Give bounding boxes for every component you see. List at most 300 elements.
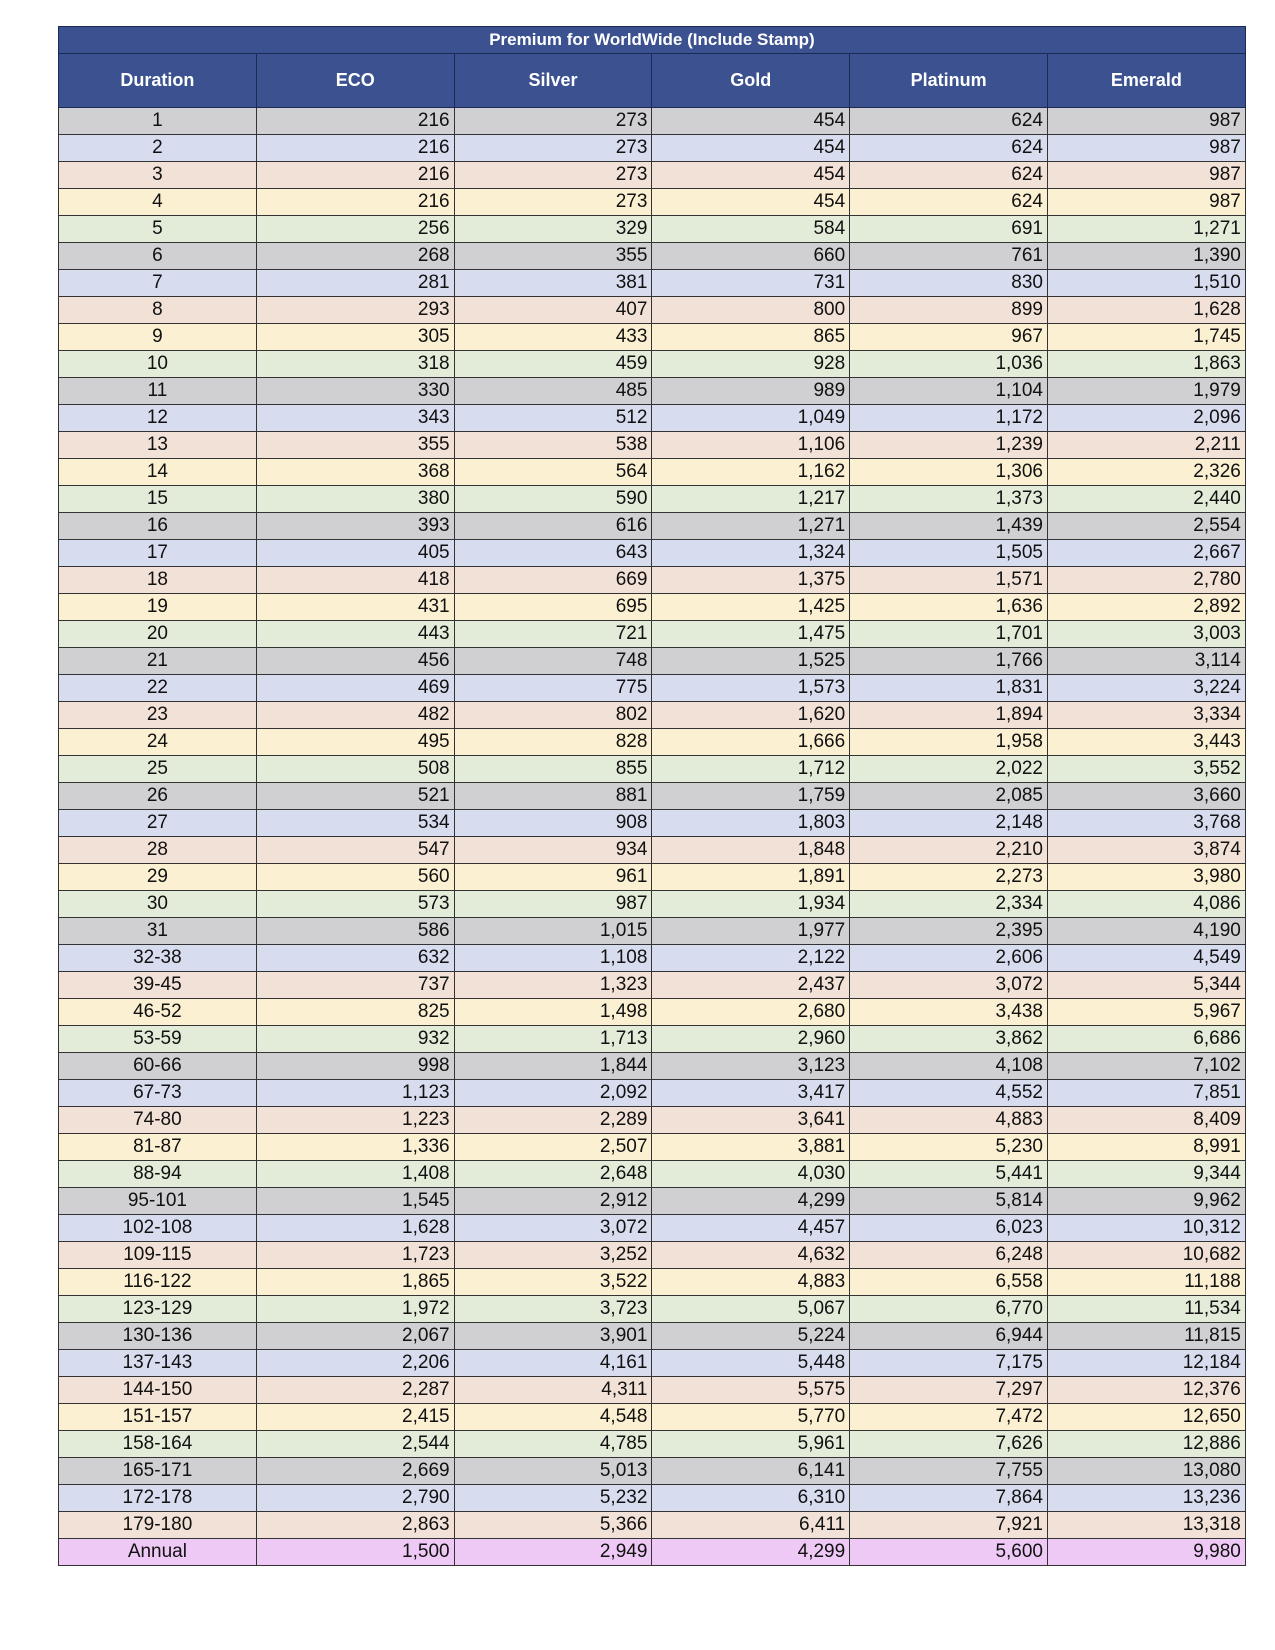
cell-duration: 29: [59, 864, 257, 891]
cell-silver: 273: [454, 189, 652, 216]
cell-gold: 2,122: [652, 945, 850, 972]
table-row: [59, 810, 1246, 837]
cell-gold: 2,960: [652, 1026, 850, 1053]
cell-duration: Annual: [59, 1539, 257, 1566]
cell-platinum: 4,108: [850, 1053, 1048, 1080]
cell-emerald: 3,334: [1047, 702, 1245, 729]
cell-gold: 1,162: [652, 459, 850, 486]
cell-emerald: 3,443: [1047, 729, 1245, 756]
cell-eco: 2,669: [256, 1458, 454, 1485]
cell-platinum: 624: [850, 162, 1048, 189]
cell-platinum: 624: [850, 135, 1048, 162]
cell-duration: 123-129: [59, 1296, 257, 1323]
cell-duration: 15: [59, 486, 257, 513]
cell-gold: 660: [652, 243, 850, 270]
cell-duration: 3: [59, 162, 257, 189]
cell-duration: 9: [59, 324, 257, 351]
table-row: [59, 1026, 1246, 1053]
cell-duration: 102-108: [59, 1215, 257, 1242]
cell-platinum: 1,701: [850, 621, 1048, 648]
cell-eco: 560: [256, 864, 454, 891]
cell-eco: 456: [256, 648, 454, 675]
cell-gold: 1,475: [652, 621, 850, 648]
cell-silver: 273: [454, 135, 652, 162]
table-row: [59, 1458, 1246, 1485]
cell-platinum: 2,022: [850, 756, 1048, 783]
cell-eco: 318: [256, 351, 454, 378]
cell-duration: 81-87: [59, 1134, 257, 1161]
cell-duration: 22: [59, 675, 257, 702]
cell-eco: 431: [256, 594, 454, 621]
cell-platinum: 7,864: [850, 1485, 1048, 1512]
cell-eco: 825: [256, 999, 454, 1026]
cell-gold: 989: [652, 378, 850, 405]
cell-duration: 16: [59, 513, 257, 540]
cell-emerald: 3,660: [1047, 783, 1245, 810]
cell-eco: 216: [256, 189, 454, 216]
cell-emerald: 3,552: [1047, 756, 1245, 783]
cell-eco: 405: [256, 540, 454, 567]
table-row: [59, 1269, 1246, 1296]
cell-gold: 1,106: [652, 432, 850, 459]
cell-platinum: 624: [850, 108, 1048, 135]
cell-duration: 172-178: [59, 1485, 257, 1512]
cell-emerald: 2,211: [1047, 432, 1245, 459]
cell-duration: 11: [59, 378, 257, 405]
cell-eco: 508: [256, 756, 454, 783]
cell-silver: 669: [454, 567, 652, 594]
table-row: [59, 1215, 1246, 1242]
cell-duration: 23: [59, 702, 257, 729]
cell-gold: 1,759: [652, 783, 850, 810]
cell-platinum: 1,373: [850, 486, 1048, 513]
cell-silver: 881: [454, 783, 652, 810]
cell-gold: 3,417: [652, 1080, 850, 1107]
cell-gold: 4,457: [652, 1215, 850, 1242]
table-title: Premium for WorldWide (Include Stamp): [59, 27, 1246, 54]
cell-eco: 1,408: [256, 1161, 454, 1188]
cell-eco: 1,123: [256, 1080, 454, 1107]
table-row: [59, 216, 1246, 243]
cell-platinum: 3,072: [850, 972, 1048, 999]
cell-gold: 4,299: [652, 1539, 850, 1566]
cell-duration: 26: [59, 783, 257, 810]
table-row: [59, 432, 1246, 459]
cell-silver: 2,949: [454, 1539, 652, 1566]
table-row: [59, 567, 1246, 594]
cell-silver: 908: [454, 810, 652, 837]
cell-eco: 216: [256, 135, 454, 162]
cell-platinum: 2,395: [850, 918, 1048, 945]
cell-silver: 643: [454, 540, 652, 567]
cell-eco: 2,544: [256, 1431, 454, 1458]
table-row: [59, 648, 1246, 675]
cell-duration: 21: [59, 648, 257, 675]
cell-silver: 564: [454, 459, 652, 486]
cell-platinum: 6,770: [850, 1296, 1048, 1323]
cell-platinum: 1,505: [850, 540, 1048, 567]
cell-duration: 158-164: [59, 1431, 257, 1458]
table-row: [59, 945, 1246, 972]
cell-gold: 1,324: [652, 540, 850, 567]
premium-sheet: [58, 26, 1245, 1566]
cell-platinum: 830: [850, 270, 1048, 297]
table-row: [59, 891, 1246, 918]
table-row: [59, 1188, 1246, 1215]
header-silver: Silver: [454, 54, 652, 108]
cell-eco: 1,223: [256, 1107, 454, 1134]
cell-gold: 1,049: [652, 405, 850, 432]
cell-emerald: 11,188: [1047, 1269, 1245, 1296]
cell-eco: 737: [256, 972, 454, 999]
cell-platinum: 967: [850, 324, 1048, 351]
cell-platinum: 1,104: [850, 378, 1048, 405]
table-row: [59, 783, 1246, 810]
cell-emerald: 4,190: [1047, 918, 1245, 945]
cell-gold: 3,881: [652, 1134, 850, 1161]
table-row: [59, 972, 1246, 999]
table-row: [59, 135, 1246, 162]
cell-emerald: 13,318: [1047, 1512, 1245, 1539]
cell-platinum: 1,766: [850, 648, 1048, 675]
table-row: [59, 1107, 1246, 1134]
cell-gold: 4,632: [652, 1242, 850, 1269]
cell-emerald: 4,549: [1047, 945, 1245, 972]
cell-silver: 3,522: [454, 1269, 652, 1296]
cell-silver: 616: [454, 513, 652, 540]
cell-platinum: 7,175: [850, 1350, 1048, 1377]
cell-emerald: 10,682: [1047, 1242, 1245, 1269]
cell-eco: 1,628: [256, 1215, 454, 1242]
cell-platinum: 7,755: [850, 1458, 1048, 1485]
cell-platinum: 1,439: [850, 513, 1048, 540]
cell-emerald: 2,780: [1047, 567, 1245, 594]
cell-duration: 165-171: [59, 1458, 257, 1485]
cell-gold: 1,977: [652, 918, 850, 945]
cell-eco: 521: [256, 783, 454, 810]
table-row: [59, 918, 1246, 945]
cell-silver: 512: [454, 405, 652, 432]
table-row: [59, 243, 1246, 270]
cell-gold: 5,770: [652, 1404, 850, 1431]
cell-eco: 998: [256, 1053, 454, 1080]
cell-platinum: 2,210: [850, 837, 1048, 864]
cell-emerald: 987: [1047, 135, 1245, 162]
table-row: [59, 999, 1246, 1026]
cell-silver: 590: [454, 486, 652, 513]
table-row: [59, 486, 1246, 513]
cell-duration: 14: [59, 459, 257, 486]
cell-silver: 407: [454, 297, 652, 324]
cell-emerald: 13,080: [1047, 1458, 1245, 1485]
cell-gold: 5,224: [652, 1323, 850, 1350]
table-row: [59, 324, 1246, 351]
cell-eco: 268: [256, 243, 454, 270]
cell-platinum: 1,239: [850, 432, 1048, 459]
header-gold: Gold: [652, 54, 850, 108]
table-row: [59, 1134, 1246, 1161]
table-row: [59, 108, 1246, 135]
cell-platinum: 1,636: [850, 594, 1048, 621]
cell-emerald: 4,086: [1047, 891, 1245, 918]
cell-eco: 2,790: [256, 1485, 454, 1512]
cell-duration: 6: [59, 243, 257, 270]
cell-silver: 1,108: [454, 945, 652, 972]
cell-platinum: 1,831: [850, 675, 1048, 702]
cell-platinum: 7,297: [850, 1377, 1048, 1404]
cell-duration: 30: [59, 891, 257, 918]
cell-gold: 1,891: [652, 864, 850, 891]
cell-gold: 1,573: [652, 675, 850, 702]
cell-eco: 2,863: [256, 1512, 454, 1539]
cell-gold: 454: [652, 189, 850, 216]
table-row: [59, 189, 1246, 216]
cell-silver: 855: [454, 756, 652, 783]
table-row: [59, 1080, 1246, 1107]
cell-duration: 95-101: [59, 1188, 257, 1215]
cell-silver: 4,548: [454, 1404, 652, 1431]
cell-emerald: 2,892: [1047, 594, 1245, 621]
cell-gold: 1,217: [652, 486, 850, 513]
cell-eco: 573: [256, 891, 454, 918]
cell-silver: 2,289: [454, 1107, 652, 1134]
table-row: [59, 594, 1246, 621]
cell-duration: 2: [59, 135, 257, 162]
cell-platinum: 3,862: [850, 1026, 1048, 1053]
cell-platinum: 6,023: [850, 1215, 1048, 1242]
cell-duration: 13: [59, 432, 257, 459]
table-row: [59, 1431, 1246, 1458]
cell-eco: 393: [256, 513, 454, 540]
cell-emerald: 12,886: [1047, 1431, 1245, 1458]
cell-emerald: 9,344: [1047, 1161, 1245, 1188]
cell-gold: 5,575: [652, 1377, 850, 1404]
annual-row: [59, 1539, 1246, 1566]
cell-duration: 74-80: [59, 1107, 257, 1134]
cell-silver: 459: [454, 351, 652, 378]
table-row: [59, 1323, 1246, 1350]
cell-eco: 418: [256, 567, 454, 594]
cell-gold: 1,803: [652, 810, 850, 837]
cell-silver: 273: [454, 108, 652, 135]
cell-gold: 584: [652, 216, 850, 243]
table-row: [59, 405, 1246, 432]
cell-silver: 828: [454, 729, 652, 756]
cell-emerald: 3,224: [1047, 675, 1245, 702]
header-eco: ECO: [256, 54, 454, 108]
title-row: [59, 27, 1246, 54]
cell-emerald: 1,510: [1047, 270, 1245, 297]
cell-silver: 4,785: [454, 1431, 652, 1458]
cell-silver: 987: [454, 891, 652, 918]
cell-duration: 88-94: [59, 1161, 257, 1188]
cell-emerald: 5,344: [1047, 972, 1245, 999]
cell-gold: 4,299: [652, 1188, 850, 1215]
cell-emerald: 7,851: [1047, 1080, 1245, 1107]
cell-gold: 1,848: [652, 837, 850, 864]
cell-platinum: 1,894: [850, 702, 1048, 729]
table-row: [59, 1404, 1246, 1431]
cell-duration: 130-136: [59, 1323, 257, 1350]
cell-duration: 8: [59, 297, 257, 324]
cell-silver: 1,844: [454, 1053, 652, 1080]
table-row: [59, 702, 1246, 729]
cell-emerald: 3,114: [1047, 648, 1245, 675]
cell-gold: 1,934: [652, 891, 850, 918]
cell-silver: 433: [454, 324, 652, 351]
table-row: [59, 1512, 1246, 1539]
table-row: [59, 297, 1246, 324]
cell-emerald: 3,980: [1047, 864, 1245, 891]
table-row: [59, 162, 1246, 189]
table-row: [59, 513, 1246, 540]
cell-platinum: 1,036: [850, 351, 1048, 378]
cell-silver: 3,723: [454, 1296, 652, 1323]
header-duration: Duration: [59, 54, 257, 108]
cell-emerald: 9,962: [1047, 1188, 1245, 1215]
table-row: [59, 351, 1246, 378]
cell-gold: 2,680: [652, 999, 850, 1026]
cell-gold: 5,961: [652, 1431, 850, 1458]
cell-silver: 3,252: [454, 1242, 652, 1269]
header-row: [59, 54, 1246, 108]
cell-silver: 1,498: [454, 999, 652, 1026]
cell-eco: 586: [256, 918, 454, 945]
cell-duration: 109-115: [59, 1242, 257, 1269]
cell-duration: 179-180: [59, 1512, 257, 1539]
cell-gold: 1,271: [652, 513, 850, 540]
cell-gold: 1,375: [652, 567, 850, 594]
cell-platinum: 6,558: [850, 1269, 1048, 1296]
cell-duration: 39-45: [59, 972, 257, 999]
cell-silver: 961: [454, 864, 652, 891]
cell-duration: 46-52: [59, 999, 257, 1026]
cell-eco: 355: [256, 432, 454, 459]
table-row: [59, 675, 1246, 702]
cell-platinum: 6,944: [850, 1323, 1048, 1350]
cell-silver: 934: [454, 837, 652, 864]
cell-gold: 1,620: [652, 702, 850, 729]
cell-platinum: 2,606: [850, 945, 1048, 972]
table-row: [59, 1161, 1246, 1188]
table-row: [59, 270, 1246, 297]
cell-emerald: 1,745: [1047, 324, 1245, 351]
cell-eco: 547: [256, 837, 454, 864]
cell-eco: 343: [256, 405, 454, 432]
cell-silver: 5,232: [454, 1485, 652, 1512]
cell-emerald: 2,096: [1047, 405, 1245, 432]
table-row: [59, 540, 1246, 567]
cell-silver: 3,901: [454, 1323, 652, 1350]
cell-duration: 7: [59, 270, 257, 297]
cell-eco: 216: [256, 162, 454, 189]
cell-emerald: 8,409: [1047, 1107, 1245, 1134]
cell-gold: 5,067: [652, 1296, 850, 1323]
cell-duration: 31: [59, 918, 257, 945]
cell-eco: 1,500: [256, 1539, 454, 1566]
table-row: [59, 756, 1246, 783]
cell-emerald: 987: [1047, 162, 1245, 189]
cell-eco: 1,865: [256, 1269, 454, 1296]
table-body: [59, 108, 1246, 1566]
cell-silver: 485: [454, 378, 652, 405]
cell-silver: 2,648: [454, 1161, 652, 1188]
cell-eco: 469: [256, 675, 454, 702]
cell-emerald: 7,102: [1047, 1053, 1245, 1080]
cell-gold: 4,030: [652, 1161, 850, 1188]
cell-eco: 293: [256, 297, 454, 324]
cell-duration: 137-143: [59, 1350, 257, 1377]
cell-platinum: 4,552: [850, 1080, 1048, 1107]
cell-emerald: 6,686: [1047, 1026, 1245, 1053]
cell-duration: 28: [59, 837, 257, 864]
cell-platinum: 5,600: [850, 1539, 1048, 1566]
cell-emerald: 12,650: [1047, 1404, 1245, 1431]
cell-emerald: 9,980: [1047, 1539, 1245, 1566]
cell-platinum: 4,883: [850, 1107, 1048, 1134]
cell-emerald: 8,991: [1047, 1134, 1245, 1161]
table-row: [59, 864, 1246, 891]
cell-gold: 2,437: [652, 972, 850, 999]
cell-gold: 800: [652, 297, 850, 324]
cell-platinum: 761: [850, 243, 1048, 270]
header-platinum: Platinum: [850, 54, 1048, 108]
cell-eco: 1,972: [256, 1296, 454, 1323]
cell-duration: 25: [59, 756, 257, 783]
cell-platinum: 7,626: [850, 1431, 1048, 1458]
cell-platinum: 2,273: [850, 864, 1048, 891]
cell-silver: 775: [454, 675, 652, 702]
cell-duration: 67-73: [59, 1080, 257, 1107]
cell-platinum: 2,148: [850, 810, 1048, 837]
cell-gold: 3,123: [652, 1053, 850, 1080]
cell-platinum: 691: [850, 216, 1048, 243]
cell-silver: 721: [454, 621, 652, 648]
cell-duration: 12: [59, 405, 257, 432]
cell-emerald: 3,874: [1047, 837, 1245, 864]
cell-platinum: 5,814: [850, 1188, 1048, 1215]
table-row: [59, 1350, 1246, 1377]
cell-gold: 6,310: [652, 1485, 850, 1512]
cell-duration: 19: [59, 594, 257, 621]
premium-table: [58, 26, 1246, 1566]
cell-silver: 2,092: [454, 1080, 652, 1107]
cell-emerald: 2,667: [1047, 540, 1245, 567]
cell-duration: 53-59: [59, 1026, 257, 1053]
table-row: [59, 1053, 1246, 1080]
cell-eco: 2,287: [256, 1377, 454, 1404]
cell-gold: 4,883: [652, 1269, 850, 1296]
cell-silver: 3,072: [454, 1215, 652, 1242]
cell-gold: 454: [652, 108, 850, 135]
cell-gold: 1,525: [652, 648, 850, 675]
table-row: [59, 1377, 1246, 1404]
cell-duration: 60-66: [59, 1053, 257, 1080]
cell-eco: 368: [256, 459, 454, 486]
cell-silver: 5,013: [454, 1458, 652, 1485]
cell-silver: 802: [454, 702, 652, 729]
cell-platinum: 1,172: [850, 405, 1048, 432]
cell-duration: 17: [59, 540, 257, 567]
cell-emerald: 10,312: [1047, 1215, 1245, 1242]
cell-emerald: 12,376: [1047, 1377, 1245, 1404]
cell-gold: 3,641: [652, 1107, 850, 1134]
cell-silver: 1,015: [454, 918, 652, 945]
cell-duration: 4: [59, 189, 257, 216]
cell-platinum: 5,230: [850, 1134, 1048, 1161]
cell-silver: 2,507: [454, 1134, 652, 1161]
cell-eco: 534: [256, 810, 454, 837]
